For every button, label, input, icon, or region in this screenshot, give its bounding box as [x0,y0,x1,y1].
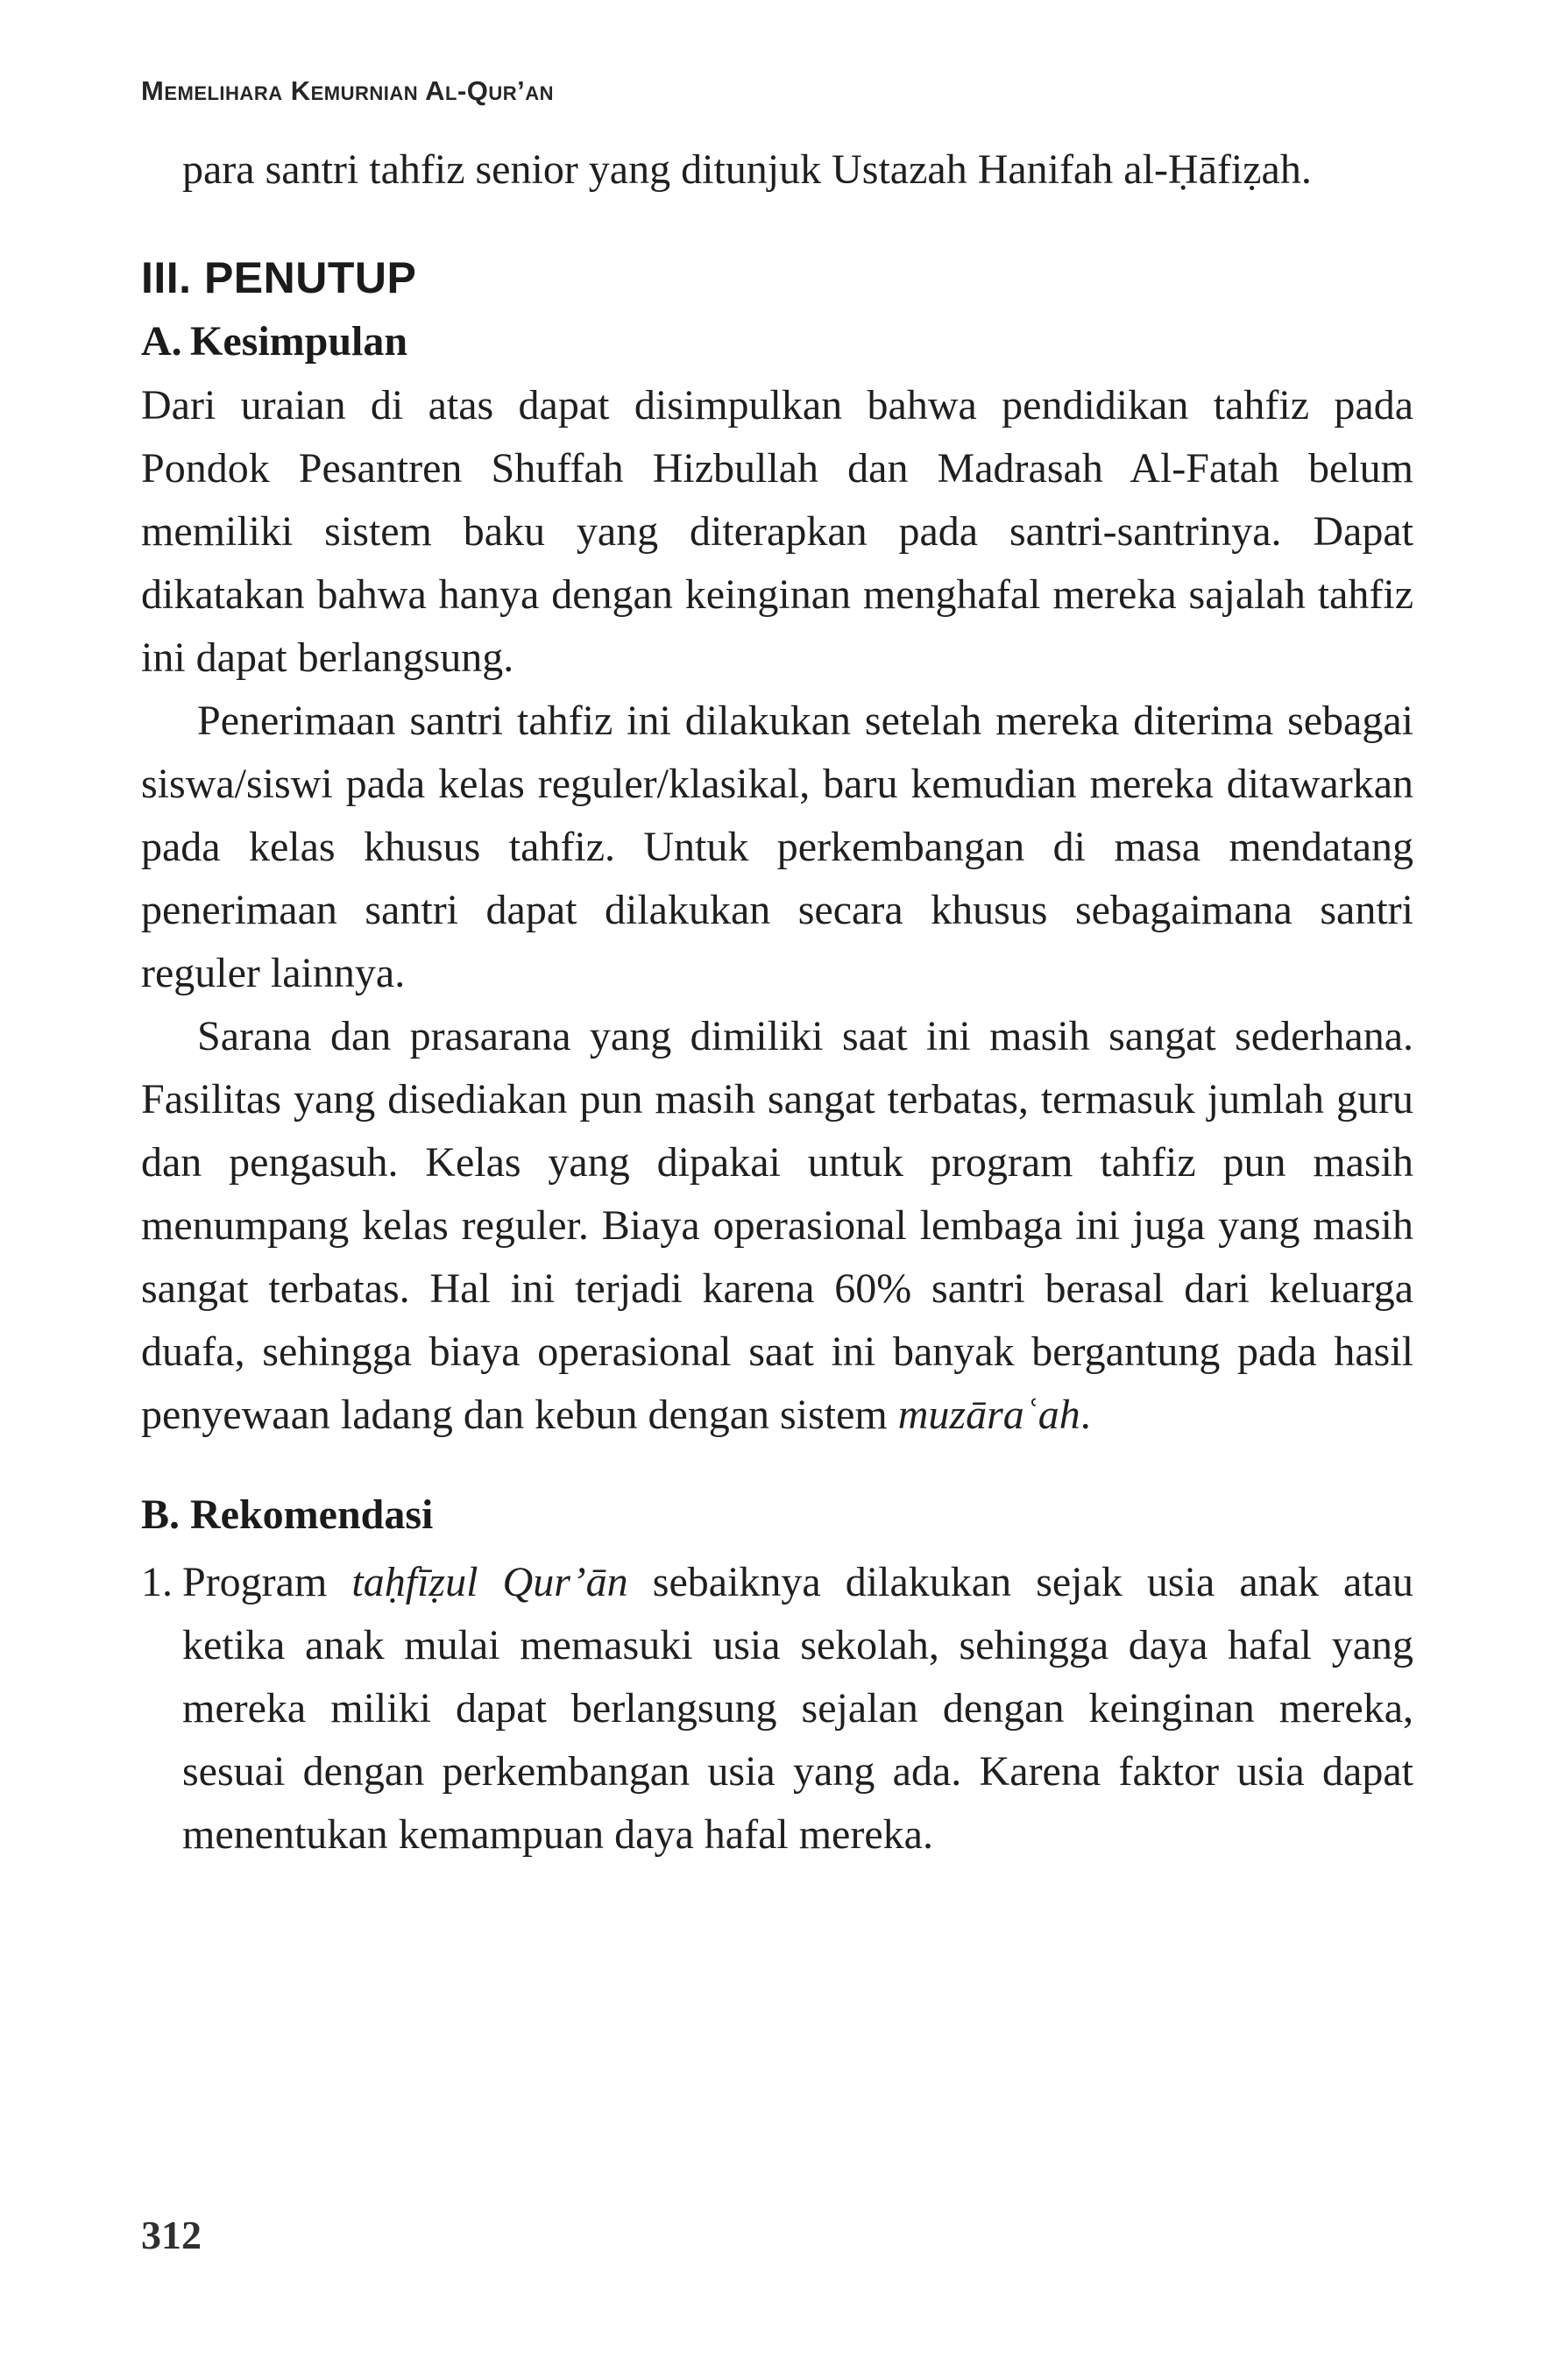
subsection-heading-rekomendasi [141,1491,1413,1539]
italic-term-muzaraah: muzāraʿah [897,1392,1080,1438]
subsection-title-kesimpulan: Kesimpulan [190,318,408,365]
kesimpulan-paragraph-3-lead: Sarana dan prasarana yang dimiliki saat ini masih sangat sederhana. Fasilitas yang disediakan pun masih sangat terbatas, termasuk jumlah guru dan pengasuh. Kelas yang dipakai untuk program tahfiz pun masih menumpang kelas reguler. Biaya operasional lembaga ini juga yang masih sangat terbatas. Hal ini terjadi karena 60% santri berasal dari keluarga duafa, sehingga biaya operasional saat ini banyak bergantung pada hasil penyewaan ladang dan kebun dengan sistem [141,1013,1413,1438]
subsection-heading-kesimpulan [141,317,1413,365]
kesimpulan-paragraph-1: Dari uraian di atas dapat disimpulkan bahwa pendidikan tahfiz pada Pondok Pesantren Shuffah Hizbullah dan Madrasah Al-Fatah belum memiliki sistem baku yang diterapkan pada santri-santrinya. Dapat dikatakan bahwa hanya dengan keinginan menghafal mereka sajalah tahfiz ini dapat berlangsung. [141,382,1413,681]
subsection-title-rekomendasi: Rekomendasi [190,1491,434,1538]
subsection-label-a: A. [141,318,182,365]
carryover-paragraph: para santri tahfiz senior yang ditunjuk Ustazah Hanifah al-Ḥāfiẓah. [182,146,1312,193]
rekomendasi-list-item-1 [141,1551,1413,1866]
page-number: 312 [141,2213,202,2257]
kesimpulan-paragraph-3 [141,1005,1413,1447]
rekomendasi-item-1-lead: Program [182,1559,352,1605]
section-heading-penutup: III. PENUTUP [141,253,417,302]
kesimpulan-paragraph-2: Penerimaan santri tahfiz ini dilakukan setelah mereka diterima sebagai siswa/siswi pada kelas reguler/klasikal, baru kemudian mereka ditawarkan pada kelas khusus tahfiz. Untuk perkembangan di masa mendatang penerimaan santri dapat dilakukan secara khusus sebagaimana santri reguler lainnya. [141,698,1413,996]
list-item-number: 1. [141,1559,173,1605]
page-content [141,75,1413,1866]
kesimpulan-paragraph-3-tail: . [1080,1392,1091,1438]
subsection-label-b: B. [141,1491,181,1538]
italic-term-tahfizul-quran: taḥfīẓul Qur’ān [351,1559,628,1605]
rekomendasi-item-1-tail: sebaiknya dilakukan sejak usia anak atau ketika anak mulai memasuki usia sekolah, sehingga daya hafal yang mereka miliki dapat berlangsung sejalan dengan keinginan mereka, sesuai dengan perkembangan usia yang ada. Karena faktor usia dapat menentukan kemampuan daya hafal mereka. [182,1559,1414,1858]
running-head: Memelihara Kemurnian Al-Qur’an [141,75,555,106]
